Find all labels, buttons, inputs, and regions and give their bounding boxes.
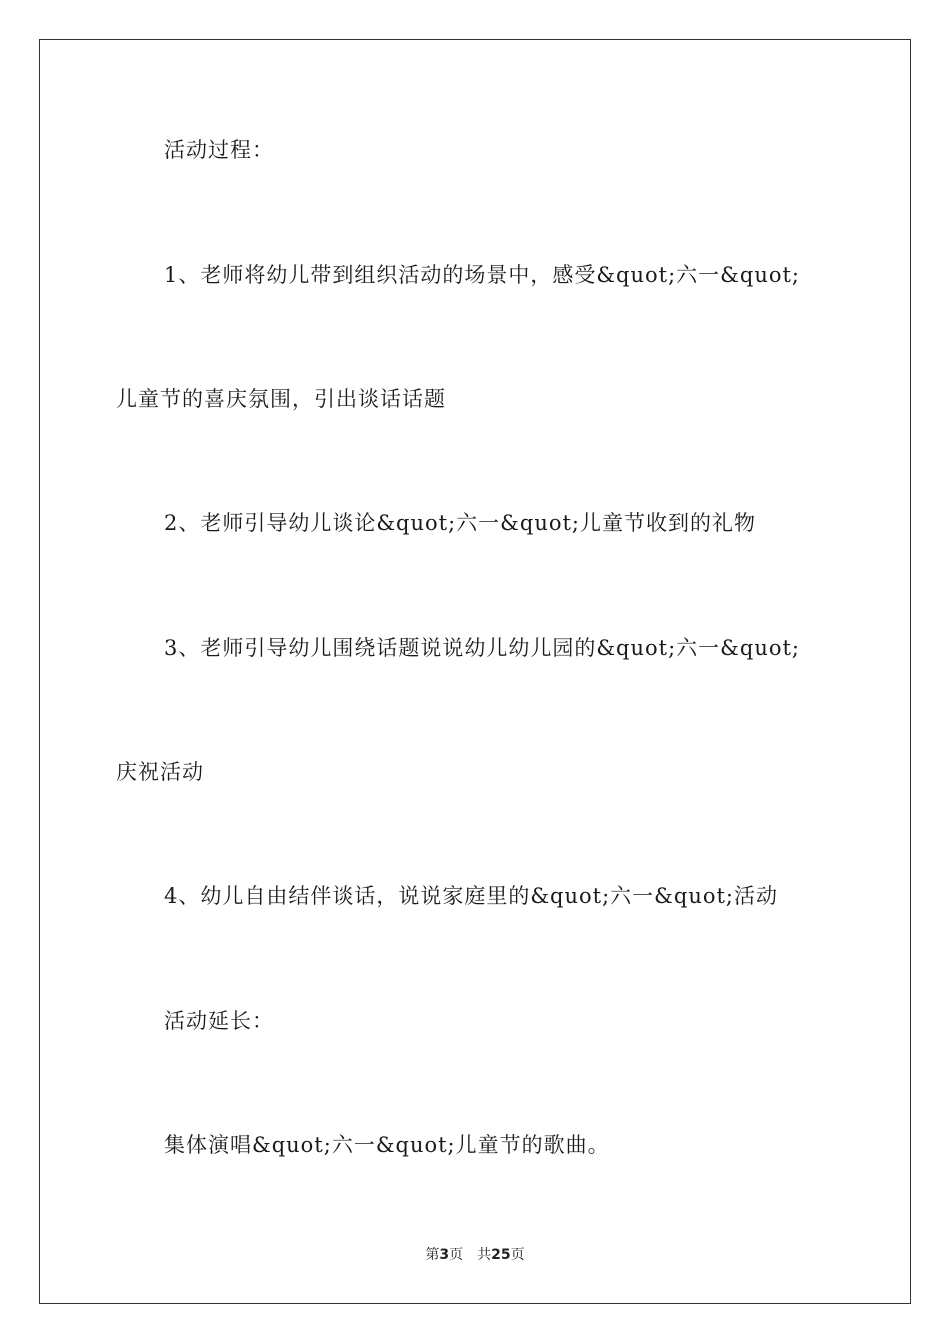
paragraph-extension: 集体演唱&quot;六一&quot;儿童节的歌曲。 <box>164 1133 610 1157</box>
page-number: 3 <box>439 1247 450 1263</box>
paragraph-step-2: 2、老师引导幼儿谈论&quot;六一&quot;儿童节收到的礼物 <box>164 511 756 535</box>
paragraph-step-3: 3、老师引导幼儿围绕话题说说幼儿幼儿园的&quot;六一&quot; <box>164 636 800 660</box>
total-pages: 25 <box>491 1247 511 1263</box>
paragraph-step-1-continued: 儿童节的喜庆氛围，引出谈话话题 <box>116 387 446 411</box>
total-suffix: 页 <box>510 1247 525 1263</box>
total-prefix: 共 <box>477 1247 492 1263</box>
page-border <box>39 39 911 1304</box>
section-heading-process: 活动过程： <box>164 138 274 162</box>
page-suffix: 页 <box>449 1247 464 1263</box>
page-prefix: 第 <box>425 1247 440 1263</box>
page-footer <box>0 1246 950 1264</box>
section-heading-extension: 活动延长： <box>164 1009 274 1033</box>
paragraph-step-4: 4、幼儿自由结伴谈话，说说家庭里的&quot;六一&quot;活动 <box>164 884 778 908</box>
paragraph-step-3-continued: 庆祝活动 <box>116 760 204 784</box>
paragraph-step-1: 1、老师将幼儿带到组织活动的场景中，感受&quot;六一&quot; <box>164 263 800 287</box>
